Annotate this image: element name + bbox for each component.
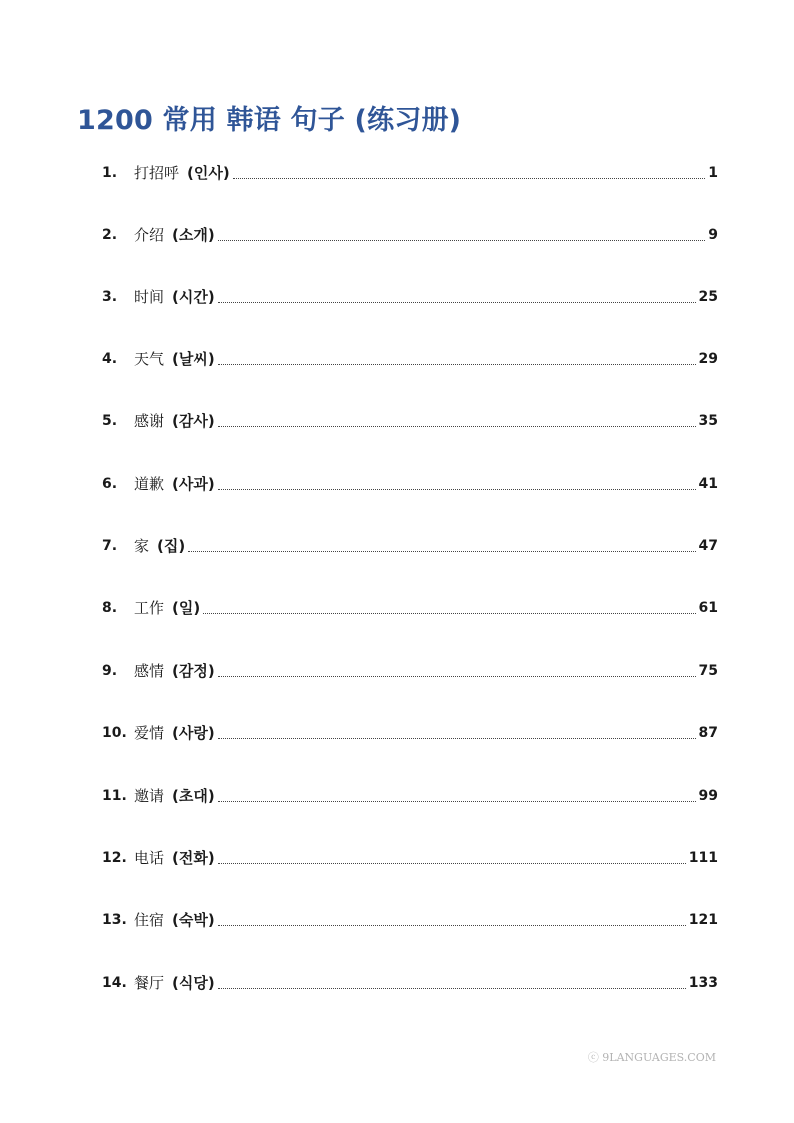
copyright-footer: ⓒ 9LANGUAGES.COM [587, 1051, 716, 1064]
toc-page-number: 1 [708, 165, 718, 181]
toc-page-number: 61 [698, 600, 718, 616]
toc-number: 12. [102, 850, 127, 866]
dot-leader [218, 239, 706, 241]
toc-title-korean: (숙박) [172, 911, 215, 929]
toc-title-chinese: 电话 [134, 849, 165, 867]
toc-number: 3. [102, 289, 118, 305]
toc-number: 5. [102, 413, 118, 429]
toc-number: 6. [102, 476, 118, 492]
toc-title-chinese: 天气 [134, 350, 165, 368]
toc-entry[interactable] [102, 972, 718, 994]
toc-title-korean: (식당) [172, 974, 215, 992]
toc-entry[interactable] [102, 847, 718, 869]
dot-leader [218, 301, 696, 303]
toc-entry[interactable] [102, 162, 718, 184]
toc-title-korean: (전화) [172, 849, 215, 867]
toc-title-chinese: 感情 [134, 662, 165, 680]
page-title: 1200 常用 韩语 句子 (练习册) [77, 105, 462, 137]
toc-number: 4. [102, 351, 118, 367]
toc-number: 7. [102, 538, 118, 554]
toc-entry[interactable] [102, 909, 718, 931]
toc-number: 8. [102, 600, 118, 616]
toc-title-chinese: 介绍 [134, 226, 165, 244]
toc-title-chinese: 打招呼 [134, 164, 180, 182]
toc-entry[interactable] [102, 286, 718, 308]
toc-page-number: 99 [698, 788, 718, 804]
toc-number: 13. [102, 912, 127, 928]
toc-title-korean: (날씨) [172, 350, 215, 368]
toc-title-chinese: 感谢 [134, 412, 165, 430]
toc-title-chinese: 工作 [134, 599, 165, 617]
toc-page-number: 25 [698, 289, 718, 305]
toc-title-chinese: 时间 [134, 288, 165, 306]
toc-number: 11. [102, 788, 127, 804]
dot-leader [188, 550, 695, 552]
dot-leader [218, 488, 696, 490]
toc-title-korean: (사과) [172, 475, 215, 493]
toc-entry[interactable] [102, 597, 718, 619]
dot-leader [218, 862, 686, 864]
toc-number: 1. [102, 165, 118, 181]
toc-page-number: 121 [688, 912, 718, 928]
toc-title-korean: (감사) [172, 412, 215, 430]
toc-title-korean: (초대) [172, 787, 215, 805]
toc-title-chinese: 邀请 [134, 787, 165, 805]
toc-page-number: 9 [708, 227, 718, 243]
toc-entry[interactable] [102, 410, 718, 432]
toc-page-number: 111 [688, 850, 718, 866]
toc-title-chinese: 家 [134, 537, 150, 555]
toc-title-chinese: 爱情 [134, 724, 165, 742]
toc-number: 10. [102, 725, 127, 741]
toc-number: 2. [102, 227, 118, 243]
dot-leader [218, 675, 696, 677]
toc-page-number: 35 [698, 413, 718, 429]
toc-title-korean: (사랑) [172, 724, 215, 742]
toc-title-korean: (시간) [172, 288, 215, 306]
toc-entry[interactable] [102, 473, 718, 495]
toc-title-chinese: 住宿 [134, 911, 165, 929]
toc-entry[interactable] [102, 660, 718, 682]
toc-title-chinese: 餐厅 [134, 974, 165, 992]
toc-title-korean: (인사) [187, 164, 230, 182]
toc-page-number: 75 [698, 663, 718, 679]
dot-leader [218, 924, 686, 926]
dot-leader [233, 177, 706, 179]
dot-leader [218, 800, 696, 802]
toc-title-chinese: 道歉 [134, 475, 165, 493]
toc-number: 9. [102, 663, 118, 679]
toc-number: 14. [102, 975, 127, 991]
dot-leader [218, 737, 696, 739]
toc-title-korean: (소개) [172, 226, 215, 244]
toc-page-number: 87 [698, 725, 718, 741]
toc-page-number: 47 [698, 538, 718, 554]
toc-page-number: 29 [698, 351, 718, 367]
toc-page-number: 41 [698, 476, 718, 492]
toc-title-korean: (일) [172, 599, 201, 617]
toc-entry[interactable] [102, 348, 718, 370]
toc-page-number: 133 [688, 975, 718, 991]
toc-title-korean: (집) [157, 537, 186, 555]
toc-entry[interactable] [102, 535, 718, 557]
toc-entry[interactable] [102, 722, 718, 744]
toc-entry[interactable] [102, 785, 718, 807]
dot-leader [218, 987, 686, 989]
dot-leader [218, 363, 696, 365]
dot-leader [218, 425, 696, 427]
dot-leader [203, 612, 695, 614]
toc-entry[interactable] [102, 224, 718, 246]
toc-title-korean: (감정) [172, 662, 215, 680]
